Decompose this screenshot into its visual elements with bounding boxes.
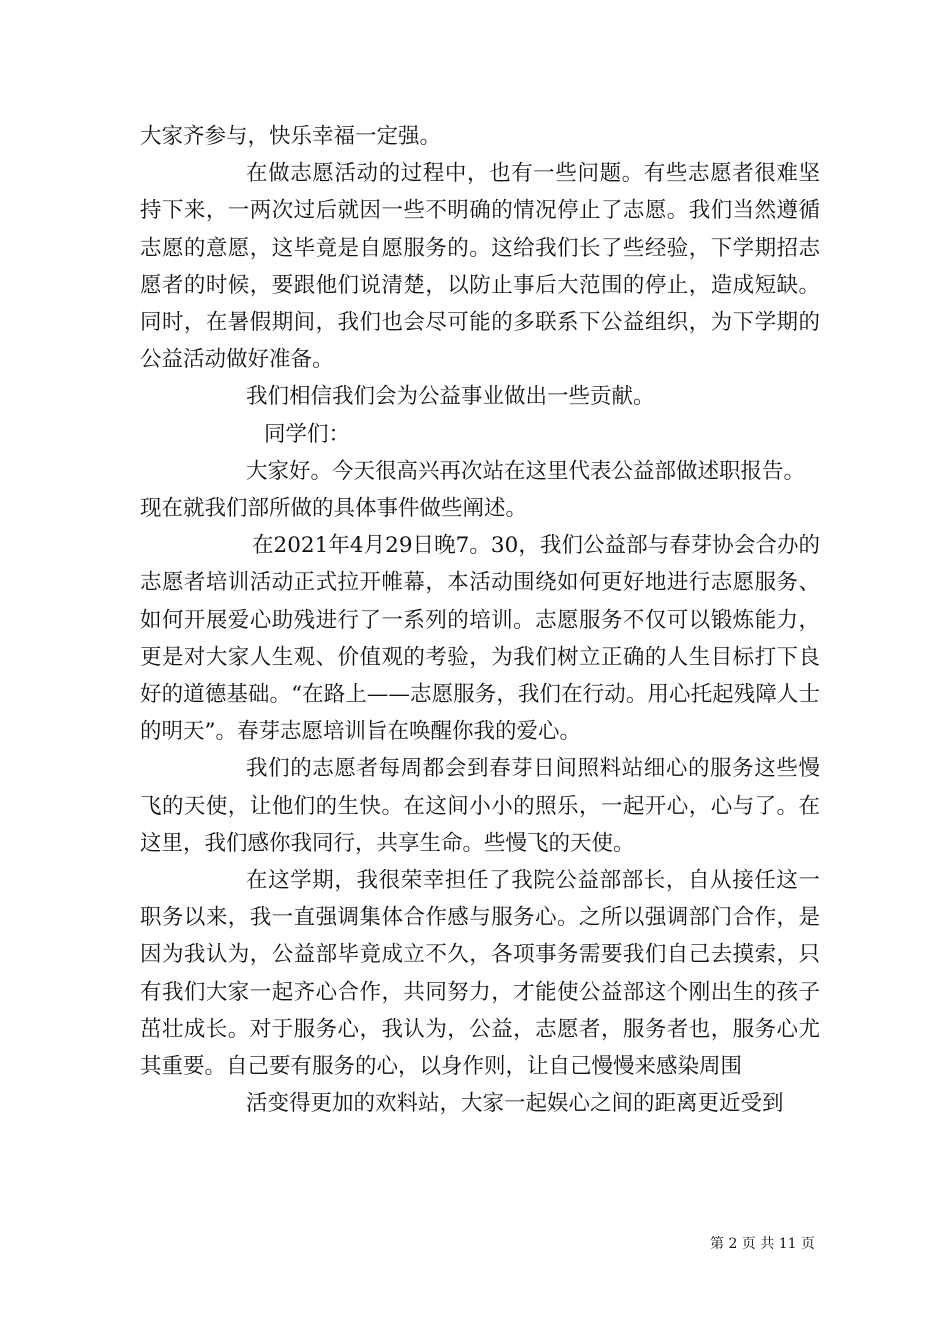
paragraph-training-event: 在2021年4月29日晚7。30，我们公益部与春芽协会合办的志愿者培训活动正式拉开帷幕，本活动围绕如何更好地进行志愿服务、如何开展爱心助残进行了一系列的培训。志愿服务不仅可以锻炼能力，更是对大家人生观、价值观的考验，为我们树立正确的人生目标打下良好的道德基础。“在路上——志愿服务，我们在行动。用心托起残障人士的明天”。春芽志愿培训旨在唤醒你我的爱心。	[140, 533, 820, 745]
document-body	[140, 118, 820, 1122]
paragraph-minister-duties: 在这学期，我很荣幸担任了我院公益部部长，自从接任这一职务以来，我一直强调集体合作感与服务心。之所以强调部门合作，是因为我认为，公益部毕竟成立不久，各项事务需要我们自己去摸索，只有我们大家一起齐心合作，共同努力，才能使公益部这个刚出生的孩子茁壮成长。对于服务心，我认为，公益，志愿者，服务者也，服务心尤其重要。自己要有服务的心，以身作则，让自己慢慢来感染周围	[140, 868, 820, 1080]
paragraph-opening-line: 大家齐参与，快乐幸福一定强。	[140, 124, 442, 149]
paragraph-problems: 在做志愿活动的过程中，也有一些问题。有些志愿者很难坚持下来，一两次过后就因一些不明确的情况停止了志愿。我们当然遵循志愿的意愿，这毕竟是自愿服务的。这给我们长了些经验，下学期招志愿者的时候，要跟他们说清楚，以防止事后大范围的停止，造成短缺。同时，在暑假期间，我们也会尽可能的多联系下公益组织，为下学期的公益活动做好准备。	[140, 161, 820, 373]
paragraph-salutation: 同学们：	[264, 421, 351, 447]
paragraph-weekly-service: 我们的志愿者每周都会到春芽日间照料站细心的服务这些慢飞的天使，让他们的生快。在这间小小的照乐，一起开心，心与了。在这里，我们感你我同行，共享生命。些慢飞的天使。	[140, 756, 820, 856]
paragraph-trailing: 活变得更加的欢料站，大家一起娱心之间的距离更近受到	[246, 1091, 784, 1117]
page-number-footer: 第 2 页 共 11 页	[710, 1236, 815, 1252]
paragraph-contribution: 我们相信我们会为公益事业做出一些贡献。	[246, 384, 655, 410]
paragraph-greeting: 大家好。今天很高兴再次站在这里代表公益部做述职报告。现在就我们部所做的具体事件做些阐述。	[140, 458, 806, 522]
